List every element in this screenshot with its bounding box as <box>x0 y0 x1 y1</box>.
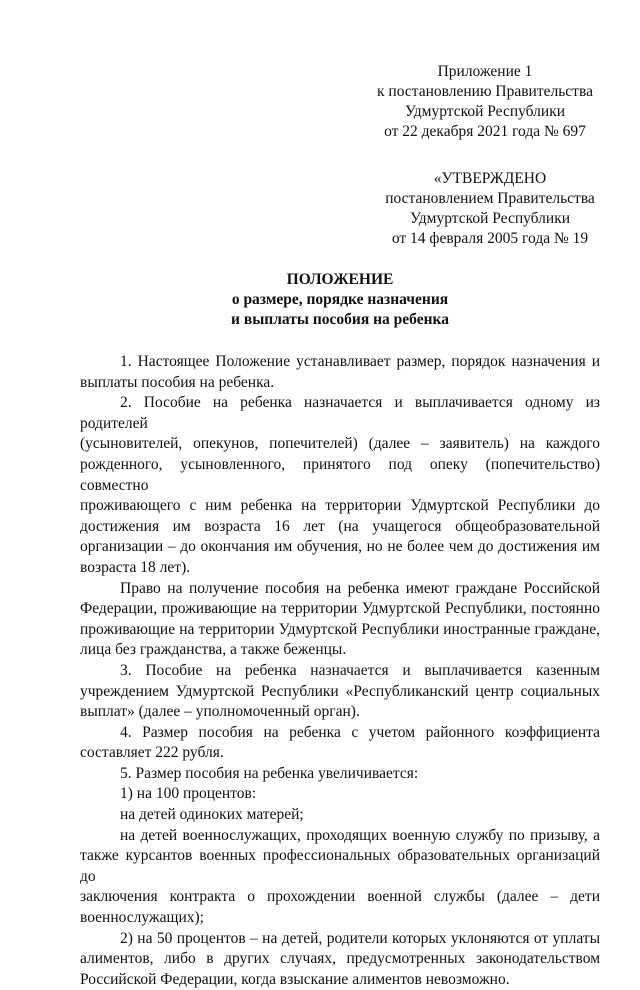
annex-line: от 22 декабря 2021 года № 697 <box>384 123 586 140</box>
text-line: алиментов, либо в других случаях, предусмотренных законодательством <box>80 950 600 968</box>
paragraph-4 <box>80 661 600 723</box>
text-line: организации – до окончания им обучения, но не более чем до достижения им <box>80 538 600 556</box>
text-line: составляет 222 рубля. <box>80 744 224 762</box>
text-line: заключения контракта о прохождении военной службы (далее – дети <box>80 888 600 906</box>
text-line: 2) на 50 процентов – на детей, родители которых уклоняются от уплаты <box>120 929 600 947</box>
text-line: выплаты пособия на ребенка. <box>80 373 275 391</box>
text-line: выплат» (далее – уполномоченный орган). <box>80 703 360 721</box>
text-line: Российской Федерации, когда взыскание алиментов невозможно. <box>80 970 510 988</box>
text-line: проживающего с ним ребенка на территории Удмуртской Республики до <box>80 497 600 515</box>
text-line: 1) на 100 процентов: <box>120 785 257 803</box>
text-line: 1. Настоящее Положение устанавливает размер, порядок назначения и <box>120 353 600 370</box>
paragraph-2 <box>80 393 600 578</box>
title-subtitle: о размере, порядке назначения <box>231 291 449 308</box>
text-line: возраста 18 лет). <box>80 558 191 576</box>
text-line: (усыновителей, опекунов, попечителей) (далее – заявитель) на каждого <box>80 435 600 453</box>
approved-line: Удмуртской Республики <box>409 210 571 227</box>
paragraph-6 <box>80 764 600 785</box>
title-heading: ПОЛОЖЕНИЕ <box>286 271 394 288</box>
paragraph-7 <box>80 784 600 805</box>
text-line: достижения им возраста 16 лет (на учащегося общеобразовательной <box>80 517 600 535</box>
text-line: на детей одиноких матерей; <box>120 806 304 824</box>
text-line: рожденного, усыновленного, принятого под опеку (попечительство) совместно <box>80 455 600 494</box>
text-line: Федерации, проживающие на территории Удмуртской Республики, постоянно <box>80 600 600 618</box>
paragraph-1 <box>80 352 600 393</box>
annex-line: Приложение 1 <box>437 63 533 80</box>
text-line: на детей военнослужащих, проходящих военную службу по призыву, а <box>120 826 600 844</box>
document-body <box>80 352 600 990</box>
approved-line: от 14 февраля 2005 года № 19 <box>391 230 589 247</box>
approved-line: постановлением Правительства <box>385 190 595 207</box>
paragraph-8 <box>80 805 600 826</box>
text-line: 2. Пособие на ребенка назначается и выплачивается одному из родителей <box>80 394 600 432</box>
text-line: также курсантов военных профессиональных образовательных организаций до <box>80 847 600 885</box>
paragraph-10 <box>80 929 600 990</box>
text-line: проживающие на территории Удмуртской Республики иностранные граждане, <box>80 620 600 638</box>
paragraph-5 <box>80 723 600 764</box>
text-line: учреждением Удмуртской Республики «Республиканский центр социальных <box>80 682 600 700</box>
annex-block <box>360 62 610 142</box>
title-subtitle: и выплаты пособия на ребенка <box>231 311 449 328</box>
approved-line: «УТВЕРЖДЕНО <box>433 170 547 187</box>
annex-line: к постановлению Правительства <box>377 83 593 100</box>
text-line: лица без гражданства, а также беженцы. <box>80 641 347 659</box>
paragraph-3 <box>80 579 600 661</box>
document-title <box>80 270 600 330</box>
approved-block <box>365 169 615 249</box>
text-line: военнослужащих); <box>80 909 204 927</box>
text-line: 4. Размер пособия на ребенка с учетом районного коэффициента <box>120 723 600 741</box>
annex-line: Удмуртской Республики <box>404 103 566 120</box>
text-line: 5. Размер пособия на ребенка увеличивается: <box>120 764 419 782</box>
text-line: 3. Пособие на ребенка назначается и выплачивается казенным <box>120 661 600 679</box>
text-line: Право на получение пособия на ребенка имеют граждане Российской <box>120 579 600 597</box>
paragraph-9 <box>80 826 600 929</box>
